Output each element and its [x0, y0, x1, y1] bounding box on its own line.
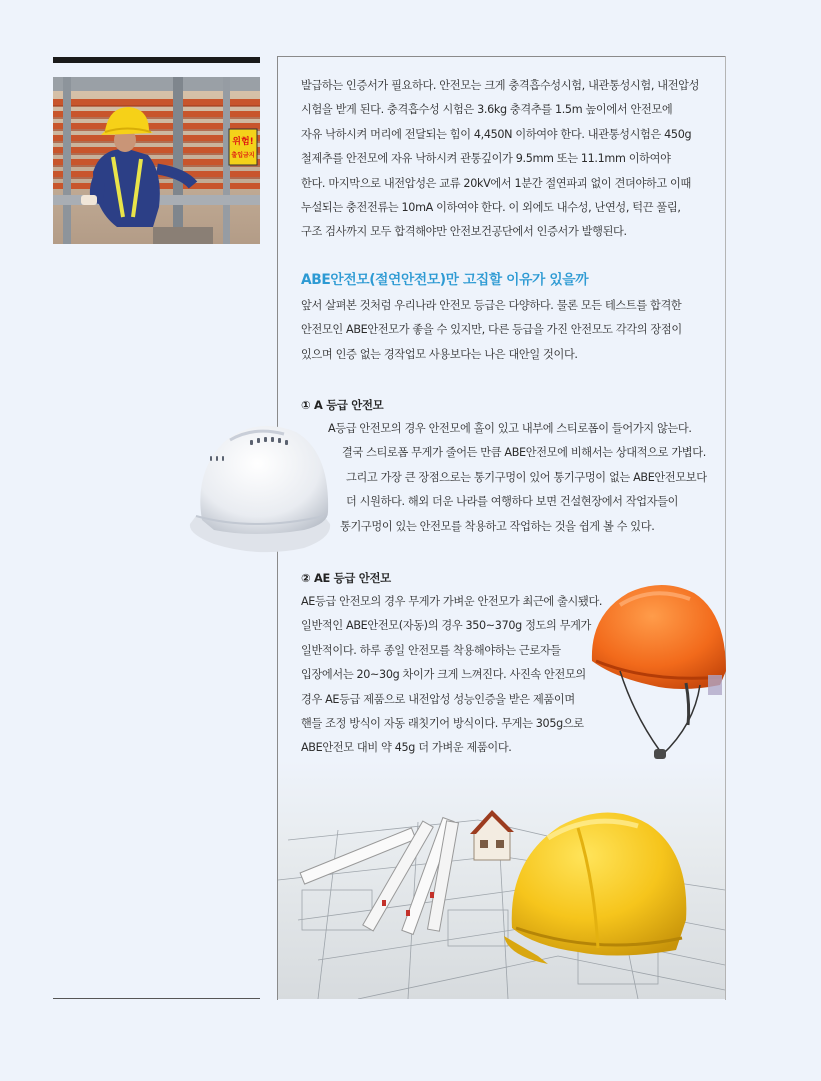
grade-a-line: 결국 스티로폼 무게가 줄어든 만큼 ABE안전모에 비해서는 상대적으로 가볍다.	[342, 446, 706, 460]
intro-line: 구조 검사까지 모두 합격해야만 안전보건공단에서 인증서가 발행된다.	[301, 225, 627, 239]
section-paragraph	[301, 294, 682, 367]
column-right-rule	[725, 56, 726, 1000]
section-heading: ABE안전모(절연안전모)만 고집할 이유가 있을까	[301, 272, 589, 288]
grade-ae-line: 일반적이다. 하루 종일 안전모를 착용해야하는 근로자들	[301, 643, 561, 657]
left-bottom-rule	[53, 998, 260, 999]
intro-line: 누설되는 충전전류는 10mA 이하여야 한다. 이 외에도 내수성, 난연성, 턱끈 풀림,	[301, 201, 681, 215]
left-top-rule	[53, 57, 260, 63]
grade-ae-line: 일반적인 ABE안전모(자동)의 경우 350~370g 정도의 무게가	[301, 619, 592, 633]
sign-line2: 출입금지	[231, 152, 255, 159]
intro-line: 자유 낙하시켜 머리에 전달되는 힘이 4,450N 이하여야 한다. 내관통성시험은 450g	[301, 127, 692, 141]
grade-a-title: ① A 등급 안전모	[301, 398, 384, 412]
grade-ae-line: 경우 AE등급 제품으로 내전압성 성능인증을 받은 제품이며	[301, 692, 575, 706]
section-line: 있으며 인증 없는 경작업모 사용보다는 나은 대안일 것이다.	[301, 347, 578, 361]
intro-line: 발급하는 인증서가 필요하다. 안전모는 크게 충격흡수성시험, 내관통성시험, 내전압성	[301, 79, 700, 92]
grade-a-line: 통기구멍이 있는 안전모를 착용하고 작업하는 것을 쉽게 볼 수 있다.	[340, 519, 655, 533]
grade-a-line: 그리고 가장 큰 장점으로는 통기구멍이 있어 통기구멍이 없는 ABE안전모보다	[346, 470, 707, 484]
intro-line: 한다. 마지막으로 내전압성은 교류 20kV에서 1분간 절연파괴 없이 견뎌야하고 이때	[301, 176, 691, 190]
grade-a-paragraph	[0, 417, 707, 539]
worker-photo	[53, 77, 260, 244]
section-line: 안전모인 ABE안전모가 좋을 수 있지만, 다른 등급을 가진 안전모도 각각의 장점이	[301, 323, 682, 337]
white-helmet	[184, 412, 334, 557]
blueprint-photo	[278, 760, 725, 999]
grade-a-line: 더 시원하다. 해외 더운 나라를 여행하다 보면 건설현장에서 작업자들이	[346, 495, 679, 509]
grade-ae-title: ② AE 등급 안전모	[301, 571, 391, 585]
grade-a-line: A등급 안전모의 경우 안전모에 홀이 있고 내부에 스티로폼이 들어가지 않는다.	[328, 422, 692, 435]
grade-ae-line: ABE안전모 대비 약 45g 더 가벼운 제품이다.	[301, 741, 512, 755]
grade-ae-line: 핸들 조정 방식이 자동 래칫기어 방식이다. 무게는 305g으로	[301, 717, 584, 731]
grade-ae-paragraph	[301, 590, 602, 761]
orange-helmet	[590, 575, 726, 775]
intro-line: 시험을 받게 된다. 충격흡수성 시험은 3.6kg 충격추를 1.5m 높이에서 안전모에	[301, 103, 673, 117]
intro-paragraph	[301, 74, 699, 245]
sign-line1: 위험!	[232, 137, 254, 147]
section-line: 앞서 살펴본 것처럼 우리나라 안전모 등급은 다양하다. 물론 모든 테스트를 합격한	[301, 299, 682, 312]
column-top-rule	[277, 56, 726, 57]
grade-ae-line: 입장에서는 20~30g 차이가 크게 느껴진다. 사진속 안전모의	[301, 668, 586, 682]
intro-line: 철제추를 안전모에 자유 낙하시켜 관통깊이가 9.5mm 또는 11.1mm 이하여야	[301, 152, 671, 166]
grade-ae-line: AE등급 안전모의 경우 무게가 가벼운 안전모가 최근에 출시됐다.	[301, 595, 603, 608]
